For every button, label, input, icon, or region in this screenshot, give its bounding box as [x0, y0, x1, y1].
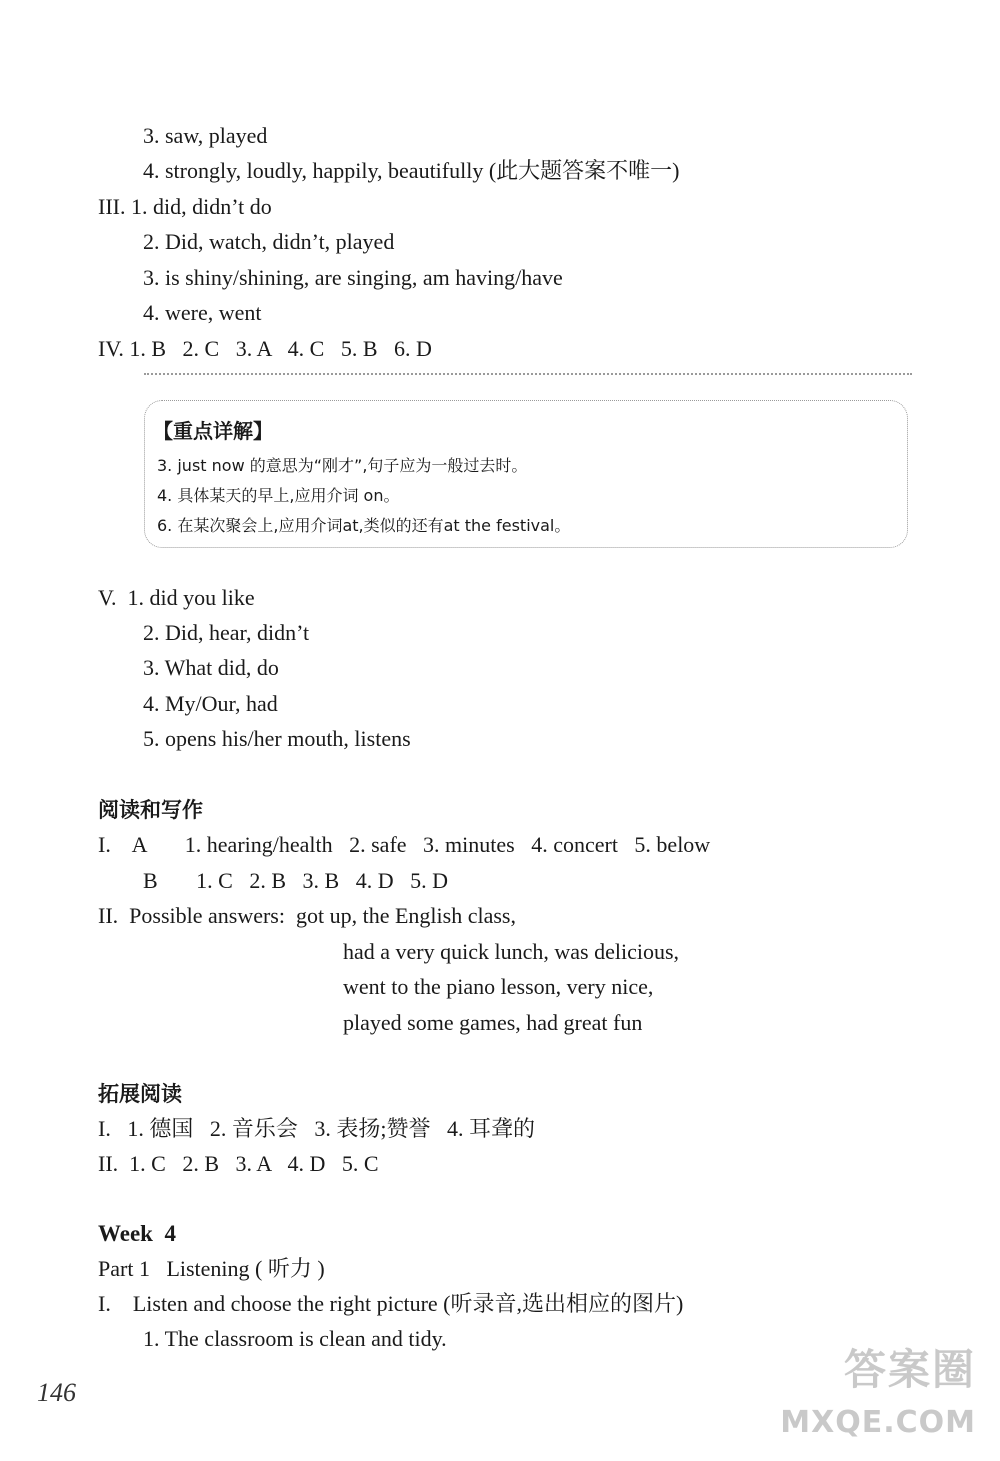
- section-heading: 阅读和写作: [98, 798, 203, 822]
- section-label: V. 1. did you like: [98, 585, 255, 610]
- answer-line: went to the piano lesson, very nice,: [343, 974, 654, 999]
- watermark-url: MXQE.COM: [780, 1405, 976, 1440]
- watermark: [766, 1337, 976, 1447]
- answer-line: 5. opens his/her mouth, listens: [143, 726, 411, 751]
- answer-line: I. A 1. hearing/health 2. safe 3. minutes 4. concert 5. below: [98, 832, 711, 857]
- answer-line: I. 1. 德国 2. 音乐会 3. 表扬;赞誉 4. 耳聋的: [98, 1116, 535, 1141]
- watermark-logo: 答案圈: [843, 1345, 976, 1394]
- answer-line: 4. were, went: [143, 300, 262, 325]
- answer-line: 2. Did, watch, didn’t, played: [143, 229, 395, 254]
- section-heading: 拓展阅读: [98, 1082, 182, 1106]
- answer-line: II. Possible answers: got up, the English class,: [98, 903, 516, 928]
- dotted-divider: [144, 373, 912, 375]
- part-heading: Part 1 Listening ( 听力 ): [98, 1256, 325, 1281]
- answer-line: B 1. C 2. B 3. B 4. D 5. D: [143, 868, 448, 893]
- page-number: 146: [37, 1378, 76, 1407]
- note-title: 【重点详解】: [153, 419, 273, 443]
- answer-line: 3. saw, played: [143, 123, 268, 148]
- section-label: III. 1. did, didn’t do: [98, 194, 272, 219]
- note-line: 3. just now 的意思为“刚才”,句子应为一般过去时。: [157, 456, 528, 475]
- answer-line: 2. Did, hear, didn’t: [143, 620, 310, 645]
- answer-line: played some games, had great fun: [343, 1010, 643, 1035]
- answer-line: II. 1. C 2. B 3. A 4. D 5. C: [98, 1151, 379, 1176]
- answer-line: 4. My/Our, had: [143, 691, 278, 716]
- week-heading: Week 4: [98, 1221, 176, 1246]
- answer-line: 4. strongly, loudly, happily, beautifully (此大题答案不唯一): [143, 158, 680, 183]
- exercise-instruction: I. Listen and choose the right picture (听录音,选出相应的图片): [98, 1291, 684, 1316]
- note-line: 4. 具体某天的早上,应用介词 on。: [157, 486, 400, 505]
- section-label: IV. 1. B 2. C 3. A 4. C 5. B 6. D: [98, 336, 432, 361]
- answer-line: 3. What did, do: [143, 655, 279, 680]
- note-box: [144, 400, 908, 548]
- answer-line: had a very quick lunch, was delicious,: [343, 939, 680, 964]
- answer-line: 3. is shiny/shining, are singing, am having/have: [143, 265, 563, 290]
- exercise-item: 1. The classroom is clean and tidy.: [143, 1326, 447, 1351]
- note-line: 6. 在某次聚会上,应用介词at,类似的还有at the festival。: [157, 516, 571, 535]
